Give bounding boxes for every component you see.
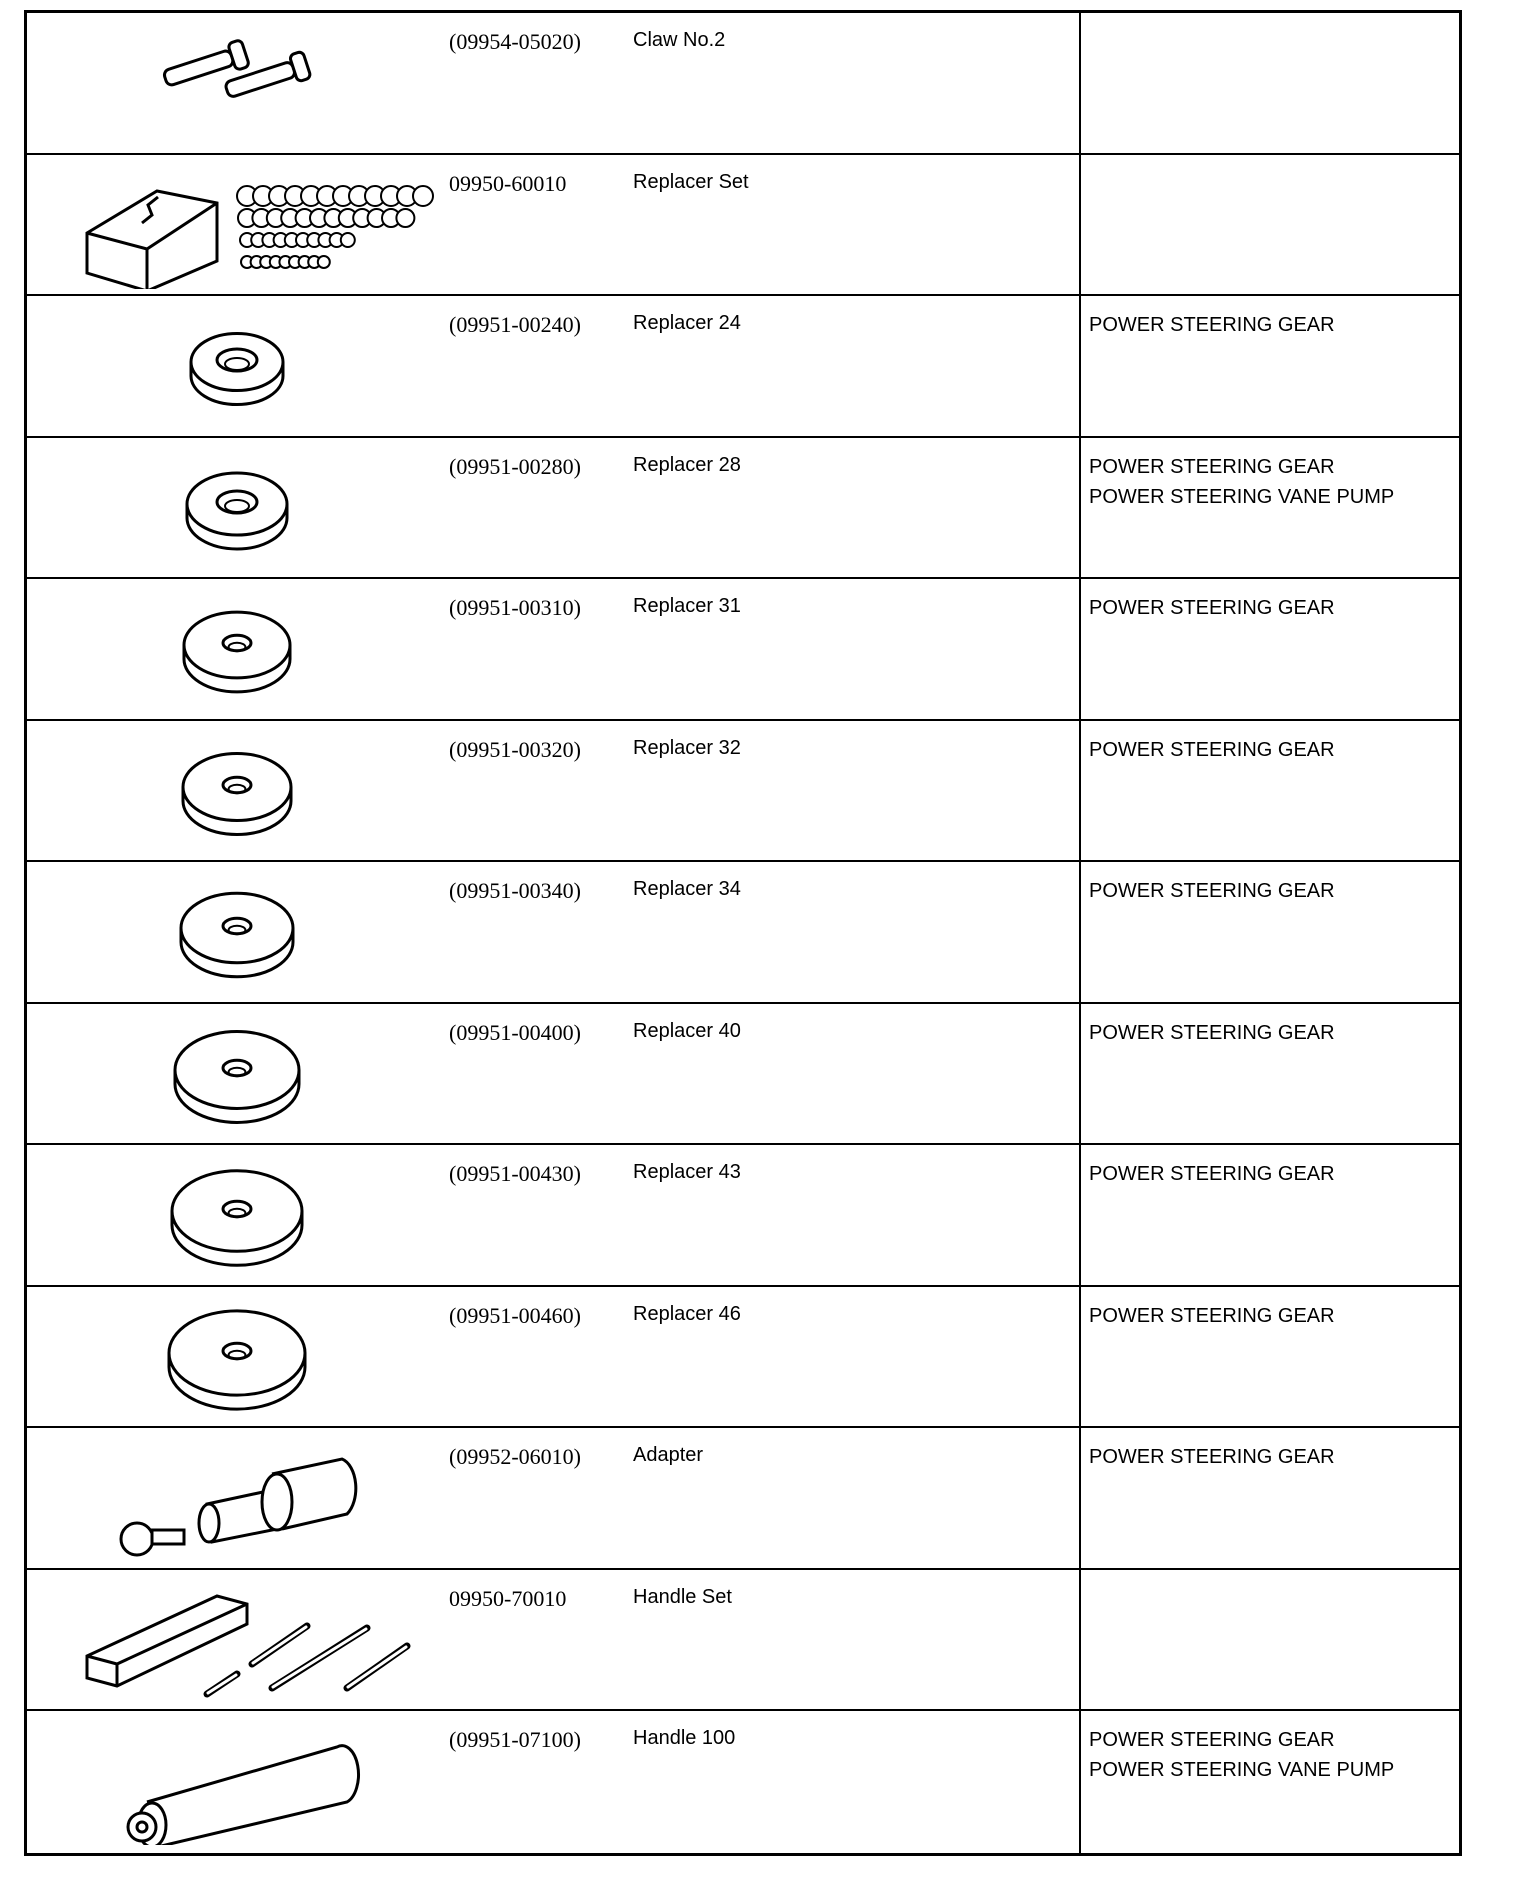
washer-icon	[47, 727, 447, 855]
application-text: POWER STEERING GEAR	[1089, 1021, 1335, 1044]
handle-icon	[47, 1717, 447, 1845]
table-row	[27, 1570, 1459, 1712]
part-number: (09951-00320)	[449, 736, 581, 762]
application-text: POWER STEERING GEAR	[1089, 880, 1335, 902]
tool-name: Replacer 40	[633, 1019, 741, 1042]
tool-name: Replacer 24	[633, 312, 741, 334]
washer-icon	[47, 585, 447, 713]
application-cell	[1089, 1442, 1335, 1472]
part-number: (09951-00280)	[449, 453, 581, 479]
column-divider	[1079, 1145, 1081, 1285]
part-number: (09954-05020)	[449, 29, 581, 54]
application-cell	[1089, 735, 1335, 765]
application-cell	[1089, 1725, 1394, 1785]
column-divider	[1079, 13, 1081, 153]
part-number: 09950-60010	[449, 170, 567, 196]
application-cell	[1089, 1159, 1335, 1189]
application-text: POWER STEERING GEAR	[1089, 314, 1335, 336]
application-text: POWER STEERING VANE PUMP	[1089, 485, 1395, 508]
washer-icon	[47, 1151, 447, 1279]
tool-name: Replacer 34	[633, 878, 741, 900]
table-row	[27, 1004, 1459, 1146]
application-cell	[1089, 1301, 1335, 1331]
tool-name: Replacer 43	[633, 1161, 741, 1183]
part-number: (09952-06010)	[449, 1444, 581, 1469]
tool-name: Adapter	[633, 1444, 704, 1466]
application-cell	[1089, 452, 1394, 512]
column-divider	[1079, 438, 1081, 578]
part-number: (09951-00460)	[449, 1302, 581, 1328]
table-row	[27, 296, 1459, 438]
application-cell	[1089, 876, 1335, 906]
tool-name: Replacer 31	[633, 595, 741, 617]
tool-name: Handle 100	[633, 1727, 736, 1749]
table-row	[27, 862, 1459, 1004]
table-row	[27, 1287, 1459, 1429]
table-row	[27, 721, 1459, 863]
washer-icon	[47, 1293, 447, 1421]
washer-icon	[47, 302, 447, 430]
application-text: POWER STEERING GEAR	[1089, 1163, 1335, 1185]
handle-set-icon	[47, 1576, 447, 1704]
tool-name: Claw No.2	[633, 29, 726, 51]
part-number: 09950-70010	[449, 1585, 567, 1611]
application-cell	[1089, 593, 1335, 623]
tool-name: Handle Set	[633, 1585, 732, 1608]
table-row	[27, 1711, 1459, 1853]
column-divider	[1079, 1004, 1081, 1144]
column-divider	[1079, 155, 1081, 295]
table-row	[27, 1145, 1459, 1287]
application-text: POWER STEERING VANE PUMP	[1089, 1759, 1395, 1781]
adapter-icon	[47, 1434, 447, 1562]
table-row	[27, 579, 1459, 721]
application-cell	[1089, 1018, 1335, 1048]
table-row	[27, 13, 1459, 155]
part-number: (09951-00400)	[449, 1019, 581, 1045]
column-divider	[1079, 862, 1081, 1002]
tool-name: Replacer 32	[633, 736, 741, 759]
tool-name: Replacer 46	[633, 1302, 741, 1325]
special-tools-table	[24, 10, 1462, 1856]
column-divider	[1079, 721, 1081, 861]
washer-icon	[47, 1010, 447, 1138]
tool-name: Replacer 28	[633, 453, 741, 476]
part-number: (09951-00240)	[449, 312, 581, 337]
table-row	[27, 1428, 1459, 1570]
washer-icon	[47, 868, 447, 996]
part-number: (09951-07100)	[449, 1727, 581, 1752]
application-text: POWER STEERING GEAR	[1089, 738, 1335, 761]
claw-icon	[47, 19, 447, 147]
washer-icon	[47, 444, 447, 572]
table-row	[27, 438, 1459, 580]
column-divider	[1079, 1711, 1081, 1853]
column-divider	[1079, 579, 1081, 719]
application-text: POWER STEERING GEAR	[1089, 1446, 1335, 1468]
column-divider	[1079, 1287, 1081, 1427]
application-text: POWER STEERING GEAR	[1089, 597, 1335, 619]
replacer-set-icon	[47, 161, 447, 289]
part-number: (09951-00310)	[449, 595, 581, 620]
tool-name: Replacer Set	[633, 170, 749, 193]
table-row	[27, 155, 1459, 297]
column-divider	[1079, 1428, 1081, 1568]
application-text: POWER STEERING GEAR	[1089, 1304, 1335, 1327]
application-text: POWER STEERING GEAR	[1089, 455, 1335, 478]
part-number: (09951-00340)	[449, 878, 581, 903]
column-divider	[1079, 296, 1081, 436]
application-cell	[1089, 310, 1335, 340]
application-text: POWER STEERING GEAR	[1089, 1729, 1335, 1751]
column-divider	[1079, 1570, 1081, 1710]
part-number: (09951-00430)	[449, 1161, 581, 1186]
